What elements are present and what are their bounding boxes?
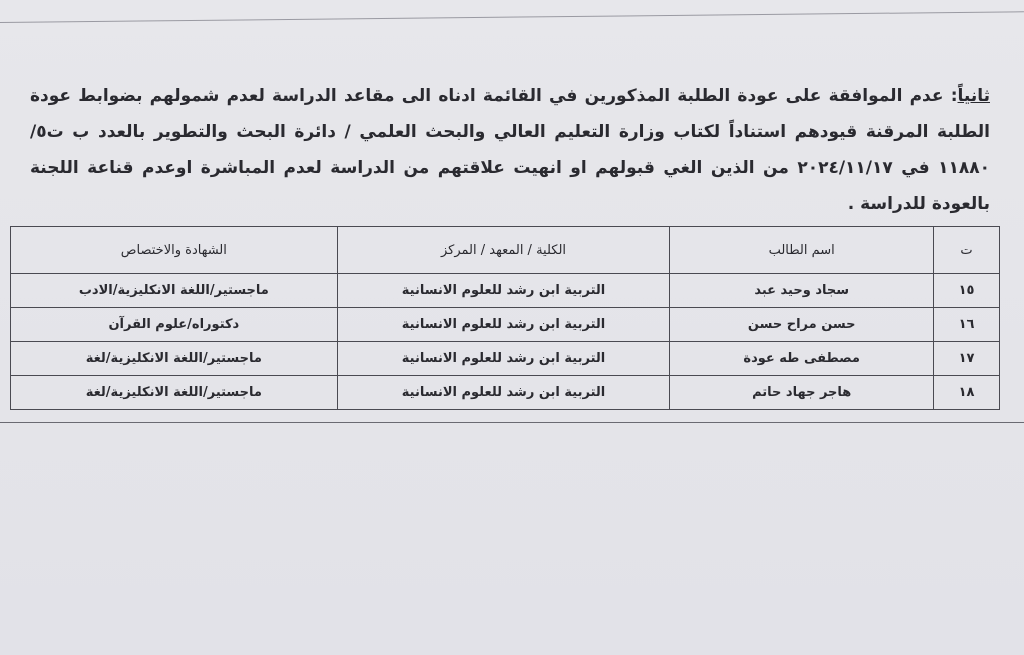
student-degree: دكتوراه/علوم القرآن	[11, 308, 338, 342]
table-bottom-line	[0, 422, 1024, 423]
student-name: حسن مراح حسن	[670, 308, 934, 342]
table-row	[11, 274, 1000, 308]
student-college: التربية ابن رشد للعلوم الانسانية	[337, 342, 670, 376]
student-college: التربية ابن رشد للعلوم الانسانية	[337, 308, 670, 342]
header-student-name: اسم الطالب	[670, 227, 934, 274]
student-name: مصطفى طه عودة	[670, 342, 934, 376]
student-college: التربية ابن رشد للعلوم الانسانية	[337, 274, 670, 308]
header-number: ت	[934, 227, 1000, 274]
student-college: التربية ابن رشد للعلوم الانسانية	[337, 376, 670, 410]
table-header-row	[11, 227, 1000, 274]
student-degree: ماجستير/اللغة الانكليزية/لغة	[11, 342, 338, 376]
header-college: الكلية / المعهد / المركز	[337, 227, 670, 274]
student-degree: ماجستير/اللغة الانكليزية/الادب	[11, 274, 338, 308]
table-row	[11, 342, 1000, 376]
table-row	[11, 376, 1000, 410]
row-number: ١٥	[934, 274, 1000, 308]
decision-paragraph	[30, 78, 990, 222]
table-row	[11, 308, 1000, 342]
student-name: سجاد وحيد عبد	[670, 274, 934, 308]
students-table	[10, 226, 1000, 410]
student-name: هاجر جهاد حاتم	[670, 376, 934, 410]
row-number: ١٦	[934, 308, 1000, 342]
top-divider	[0, 11, 1024, 23]
paragraph-lead: ثانياً	[957, 86, 990, 106]
student-degree: ماجستير/اللغة الانكليزية/لغة	[11, 376, 338, 410]
row-number: ١٧	[934, 342, 1000, 376]
paragraph-text: : عدم الموافقة على عودة الطلبة المذكورين في القائمة ادناه الى مقاعد الدراسة لعدم شمولهم بضوابط عودة الطلبة المرقنة قيودهم استناداً لكتاب وزارة التعليم العالي والبحث العلمي / دائرة البحث والتطوير بالعدد ب ت٥/ ١١٨٨٠ في ٢٠٢٤/١١/١٧ من الذين الغي قبولهم او انهيت علاقتهم من الدراسة لعدم المباشرة اوعدم قناعة اللجنة بالعودة للدراسة .	[30, 86, 990, 214]
row-number: ١٨	[934, 376, 1000, 410]
header-degree: الشهادة والاختصاص	[11, 227, 338, 274]
